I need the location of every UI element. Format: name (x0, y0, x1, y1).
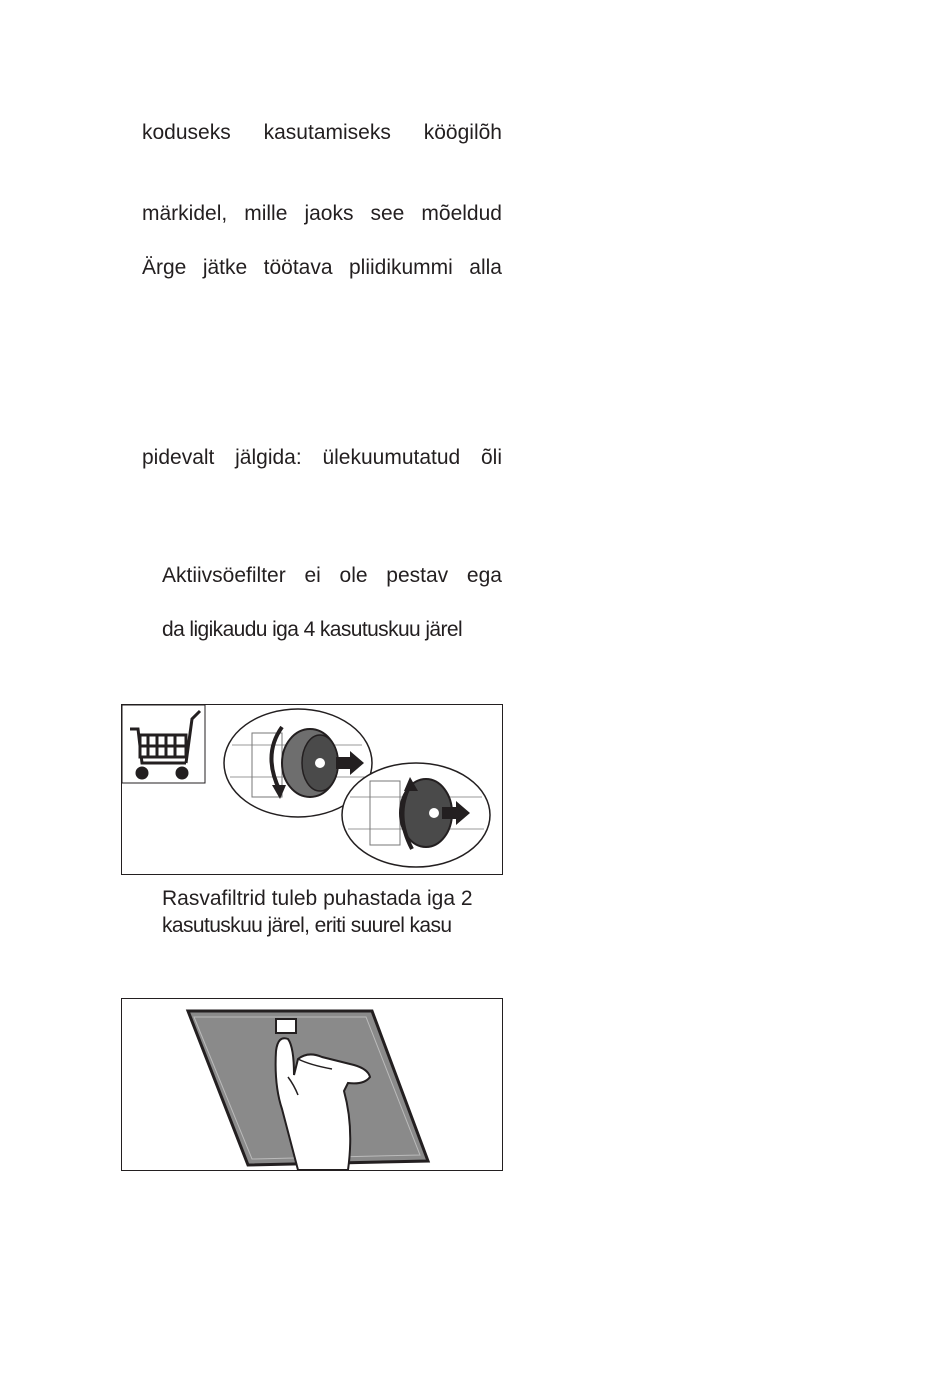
text-line-8: kasutuskuu järel, eriti suurel kasu (162, 914, 452, 937)
text-line-5: Aktiivsöefilter ei ole pestav ega (162, 564, 502, 587)
hood-illustration-install (342, 763, 490, 867)
text-line-4: pidevalt jälgida: ülekuumutatud õli (142, 446, 502, 469)
text-line-3: Ärge jätke töötava pliidikummi alla (142, 256, 502, 279)
text-line-6: da ligikaudu iga 4 kasutuskuu järel (162, 618, 463, 641)
grease-filter-figure (121, 998, 503, 1171)
text-line-7: Rasvafiltrid tuleb puhastada iga 2 (162, 887, 473, 910)
filter-tab-icon (276, 1019, 296, 1033)
carbon-filter-figure (121, 704, 503, 875)
text-line-1: koduseks kasutamiseks köögilõh (142, 121, 502, 144)
text-line-2: märkidel, mille jaoks see mõeldud (142, 202, 502, 225)
